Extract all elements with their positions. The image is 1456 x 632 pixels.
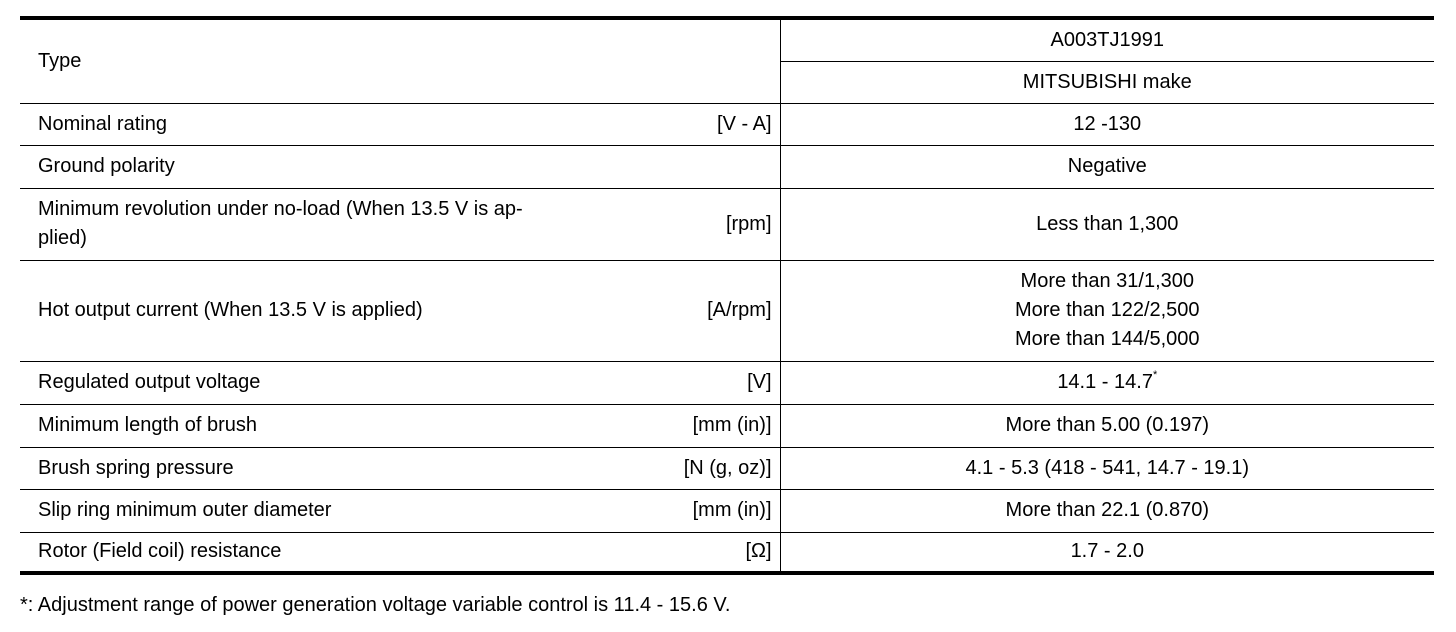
row-label: Slip ring minimum outer diameter bbox=[20, 489, 640, 532]
type-model-value: A003TJ1991 bbox=[780, 18, 1434, 61]
row-label: Nominal rating bbox=[20, 103, 640, 145]
table-row bbox=[20, 447, 1434, 489]
row-label-line: Minimum revolution under no-load (When 13.5 V is ap- bbox=[38, 198, 523, 220]
table-row bbox=[20, 361, 1434, 404]
table-row bbox=[20, 188, 1434, 260]
row-value: Negative bbox=[780, 145, 1434, 188]
row-unit: [mm (in)] bbox=[640, 404, 780, 447]
table-row bbox=[20, 489, 1434, 532]
row-label bbox=[20, 188, 640, 260]
row-unit: [mm (in)] bbox=[640, 489, 780, 532]
row-unit: [Ω] bbox=[640, 532, 780, 573]
table-row bbox=[20, 103, 1434, 145]
row-label-line: plied) bbox=[38, 227, 87, 249]
footnote: *: Adjustment range of power generation voltage variable control is 11.4 - 15.6 V. bbox=[20, 594, 731, 616]
type-label: Type bbox=[20, 18, 780, 103]
row-value-line: More than 122/2,500 bbox=[1014, 299, 1200, 321]
row-value: More than 5.00 (0.197) bbox=[780, 404, 1434, 447]
row-label: Regulated output voltage bbox=[20, 361, 640, 404]
row-label: Brush spring pressure bbox=[20, 447, 640, 489]
row-unit: [A/rpm] bbox=[640, 260, 780, 361]
row-label: Minimum length of brush bbox=[20, 404, 640, 447]
table-row bbox=[20, 532, 1434, 573]
type-make-value: MITSUBISHI make bbox=[780, 61, 1434, 103]
specification-table bbox=[20, 16, 1434, 575]
table-row bbox=[20, 145, 1434, 188]
table-row bbox=[20, 260, 1434, 361]
table-row-type bbox=[20, 18, 1434, 61]
row-value: 12 -130 bbox=[780, 103, 1434, 145]
row-unit: [rpm] bbox=[640, 188, 780, 260]
row-value-line: More than 144/5,000 bbox=[1014, 328, 1200, 350]
row-label: Rotor (Field coil) resistance bbox=[38, 540, 282, 563]
row-value bbox=[780, 260, 1434, 361]
row-label: Ground polarity bbox=[20, 145, 640, 188]
row-value bbox=[780, 361, 1434, 404]
row-value: Less than 1,300 bbox=[780, 188, 1434, 260]
footnote-marker: * bbox=[1152, 369, 1158, 382]
table-row bbox=[20, 404, 1434, 447]
row-label: Hot output current (When 13.5 V is applied) bbox=[20, 260, 640, 361]
row-unit: [V] bbox=[640, 361, 780, 404]
row-value: More than 22.1 (0.870) bbox=[780, 489, 1434, 532]
row-unit: [N (g, oz)] bbox=[640, 447, 780, 489]
row-unit bbox=[640, 145, 780, 188]
row-unit: [V - A] bbox=[640, 103, 780, 145]
row-value: 1.7 - 2.0 bbox=[1070, 540, 1144, 563]
row-value-text: 14.1 - 14.7 bbox=[1057, 371, 1153, 393]
row-value-line: More than 31/1,300 bbox=[1020, 270, 1194, 292]
row-value: 4.1 - 5.3 (418 - 541, 14.7 - 19.1) bbox=[780, 447, 1434, 489]
